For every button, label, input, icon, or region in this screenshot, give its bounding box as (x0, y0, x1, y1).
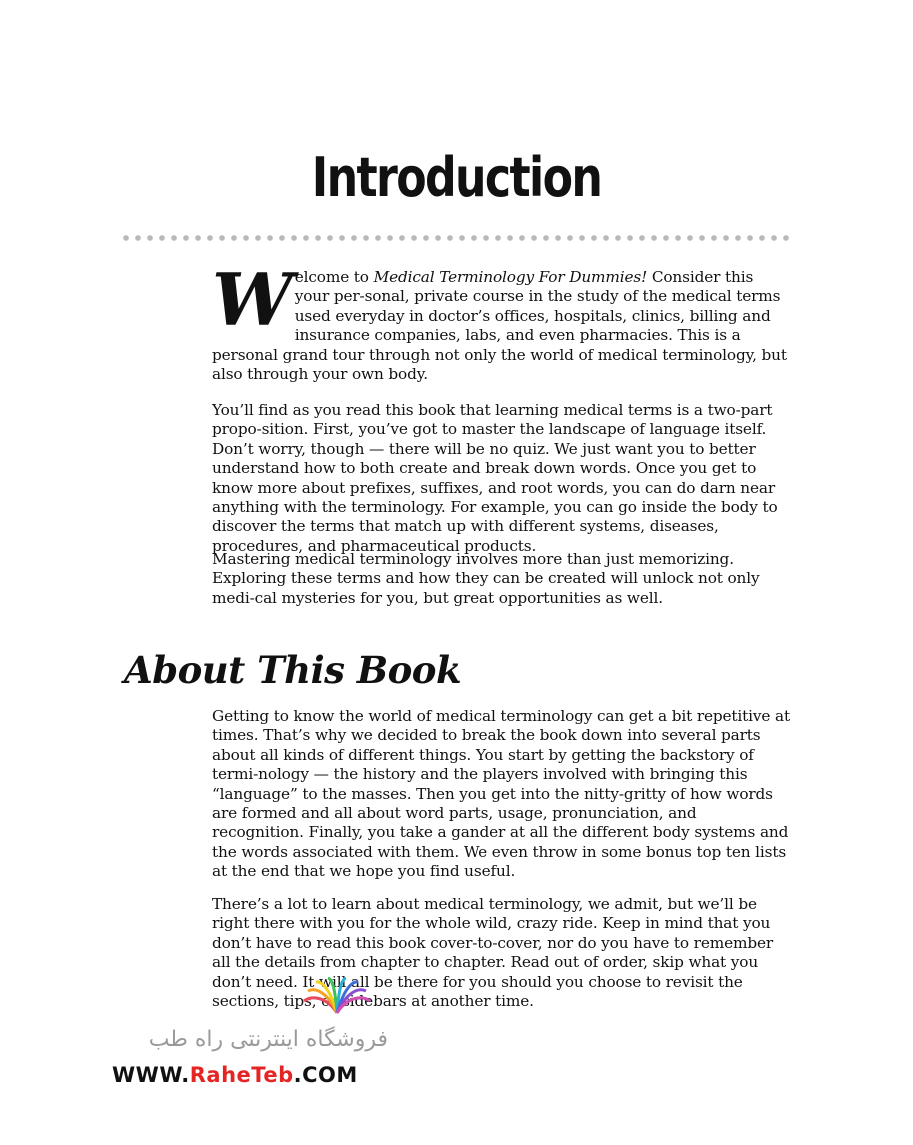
books-logo-icon (302, 977, 372, 1017)
dotted-divider (120, 234, 792, 242)
watermark-url (112, 1063, 358, 1087)
intro-p1-start: elcome to (294, 268, 374, 286)
intro-p1-rest: Consider this your per-sonal, private course in the study of the medical terms used everyday in doctor’s offices, hospitals, clinics, billing and insurance companies, labs, and even pharmacies. This is a personal grand tour through not only the world of medical terminology, but also through your own body. (212, 268, 787, 384)
drop-cap: W (212, 257, 293, 342)
about-paragraph-2: There’s a lot to learn about medical terminology, we admit, but we’ll be right there with you for the whole wild, crazy ride. Keep in mind that you don’t have to read this book cover-to-cover, nor do you have to remember all the details from chapter to chapter. Read out of order, skip what you don’t need. It will all be there for you should you choose to revisit the sections, tips, or sidebars at another time. (212, 895, 774, 1011)
watermark-url-brand: RaheTeb (189, 1063, 294, 1087)
intro-paragraph-1 (212, 257, 792, 384)
intro-paragraph-3: Mastering medical terminology involves more than just memorizing. Exploring these terms and how they can be created will unlock not only medi-cal mysteries for you, but great opportunities as well. (212, 550, 760, 607)
watermark-url-suffix: .COM (293, 1063, 358, 1087)
watermark-persian-text: فروشگاه اینترنتی راه طب (148, 1027, 388, 1052)
about-paragraph-1: Getting to know the world of medical terminology can get a bit repetitive at times. That’s why we decided to break the book down into several parts about all kinds of different things. You start by getting the backstory of termi-nology — the history and the players involved with bringing this “language” to the masses. Then you get into the nitty-gritty of how words are formed and all about word parts, usage, pronunciation, and recognition. Finally, you take a gander at all the different body systems and the words associated with them. We even throw in some bonus top ten lists at the end that we hope you find useful. (212, 707, 790, 881)
intro-paragraph-2: You’ll find as you read this book that learning medical terms is a two-part propo-sition. First, you’ve got to master the landscape of language itself. Don’t worry, though — there will be no quiz. We just want you to better understand how to both create and break down words. Once you get to know more about prefixes, suffixes, and root words, you can do darn near anything with the terminology. For example, you can go inside the body to discover the terms that match up with different systems, diseases, procedures, and pharmaceutical products. (212, 401, 778, 555)
page-title: Introduction (311, 146, 602, 209)
watermark (112, 975, 402, 1095)
watermark-url-prefix: WWW. (112, 1063, 190, 1087)
section-heading-about: About This Book (124, 648, 462, 692)
book-title-italic: Medical Terminology For Dummies! (373, 268, 648, 286)
